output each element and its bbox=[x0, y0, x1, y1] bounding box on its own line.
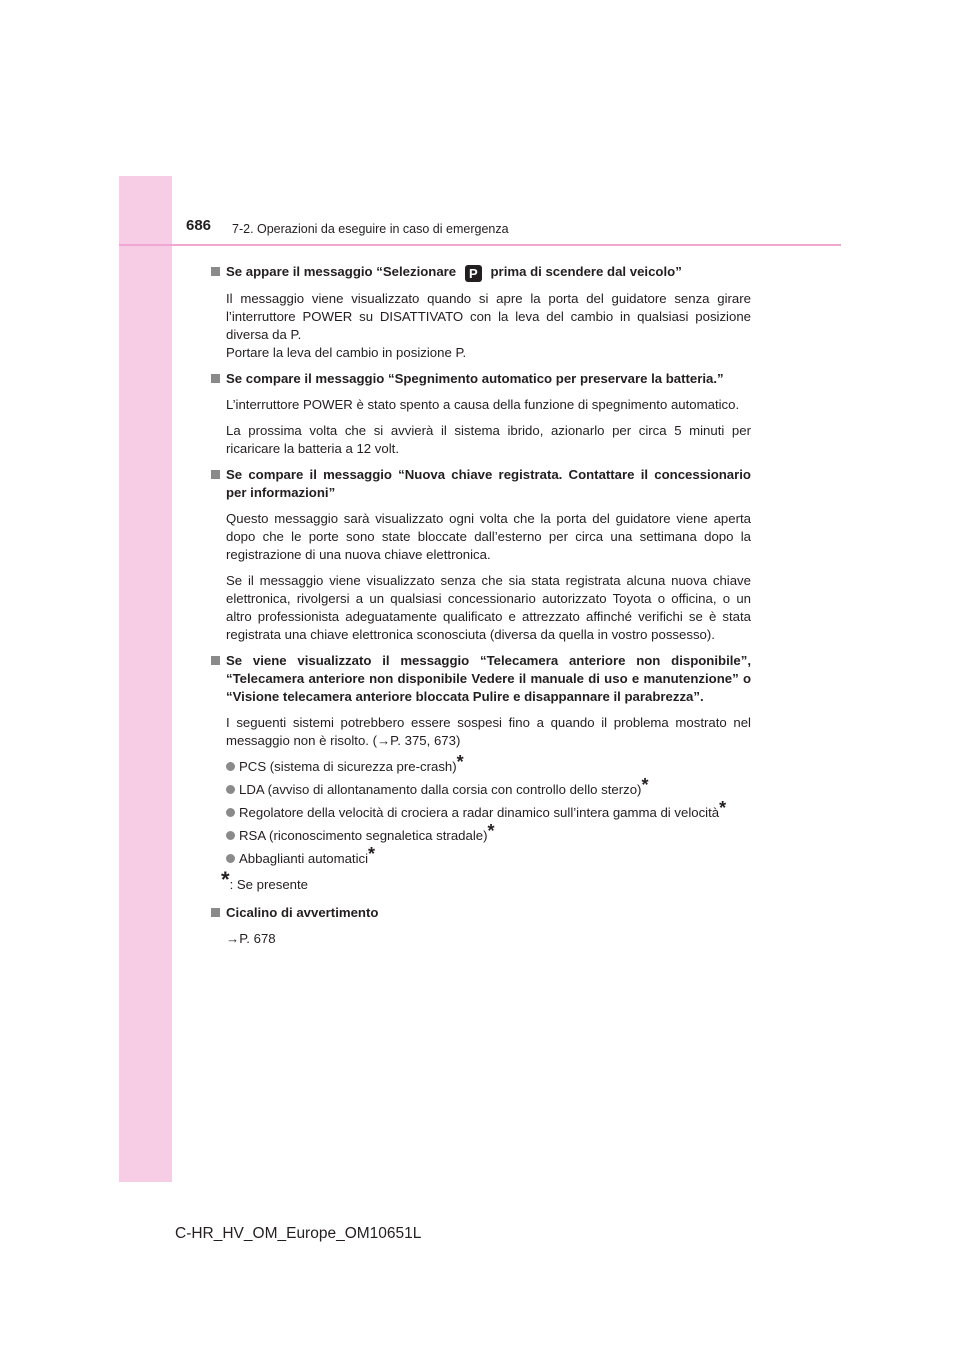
section-heading-auto-shutoff: Se compare il messaggio “Spegnimento automatico per preservare la batteria.” bbox=[211, 370, 751, 388]
circle-bullet-icon bbox=[226, 762, 235, 771]
paragraph: La prossima volta che si avvierà il sistema ibrido, azionarlo per circa 5 minuti per ricaricare la batteria a 12 volt. bbox=[226, 423, 751, 456]
footnote-star: * bbox=[487, 821, 495, 841]
paragraph: Questo messaggio sarà visualizzato ogni volta che la porta del guidatore viene aperta dopo che le porte sono state bloccate dall’esterno per circa una settimana dopo la registrazione di una nuova chiave elettronica. bbox=[226, 511, 751, 562]
list-item: RSA (riconoscimento segnaletica stradale)* bbox=[226, 827, 751, 845]
square-bullet-icon bbox=[211, 908, 220, 917]
section-heading-select-p: Se appare il messaggio “Selezionare P prima di scendere dal veicolo” bbox=[211, 263, 751, 282]
list-item: Regolatore della velocità di crociera a radar dinamico sull’intera gamma di velocità* bbox=[226, 804, 751, 822]
footnote-star: * bbox=[456, 752, 464, 772]
page-content bbox=[211, 263, 751, 948]
circle-bullet-icon bbox=[226, 808, 235, 817]
list-item: PCS (sistema di sicurezza pre-crash)* bbox=[226, 758, 751, 776]
circle-bullet-icon bbox=[226, 854, 235, 863]
paragraph: I seguenti sistemi potrebbero essere sospesi fino a quando il problema mostrato nel messaggio non è risolto. (→P. 375, 673) bbox=[226, 715, 751, 748]
header-divider bbox=[119, 244, 841, 246]
document-id: C-HR_HV_OM_Europe_OM10651L bbox=[175, 1225, 422, 1242]
section-heading-warning-buzzer: Cicalino di avvertimento bbox=[211, 904, 751, 922]
square-bullet-icon bbox=[211, 656, 220, 665]
section-heading-new-key: Se compare il messaggio “Nuova chiave registrata. Contattare il concessionario per informazioni” bbox=[211, 466, 751, 502]
page-reference: →P. 678 bbox=[226, 931, 276, 946]
paragraph: L’interruttore POWER è stato spento a causa della funzione di spegnimento automatico. bbox=[226, 397, 740, 412]
section-heading-front-camera: Se viene visualizzato il messaggio “Telecamera anteriore non disponibile”, “Telecamera anteriore non disponibile Vedere il manuale di uso e manutenzione” o “Visione telecamera anteriore bloccata Pulire e disappannare il parabrezza”. bbox=[211, 652, 751, 706]
footnote-star: * bbox=[641, 775, 649, 795]
footnote-star: * bbox=[221, 867, 230, 892]
park-position-icon: P bbox=[465, 265, 482, 282]
list-item: Abbaglianti automatici* bbox=[226, 850, 751, 868]
paragraph: Il messaggio viene visualizzato quando si apre la porta del guidatore senza girare l’interruttore POWER su DISATTIVATO con la leva del cambio in qualsiasi posizione diversa da P. bbox=[226, 291, 751, 342]
list-item: LDA (avviso di allontanamento dalla corsia con controllo dello sterzo)* bbox=[226, 781, 751, 799]
page-number: 686 bbox=[186, 217, 212, 234]
footnote-star: * bbox=[368, 844, 376, 864]
paragraph: Se il messaggio viene visualizzato senza che sia stata registrata alcuna nuova chiave elettronica, rivolgersi a un qualsiasi concessionario autorizzato Toyota o officina, o un altro professionista adeguatamente qualificato e attrezzato affinché verifichi se è stata registrata una chiave elettronica sconosciuta (diversa da quella in vostro possesso). bbox=[226, 573, 751, 642]
square-bullet-icon bbox=[211, 267, 220, 276]
paragraph: Portare la leva del cambio in posizione P. bbox=[226, 345, 467, 360]
footnote-star: * bbox=[719, 798, 727, 818]
circle-bullet-icon bbox=[226, 785, 235, 794]
chapter-title: 7-2. Operazioni da eseguire in caso di emergenza bbox=[232, 222, 509, 236]
square-bullet-icon bbox=[211, 470, 220, 479]
circle-bullet-icon bbox=[226, 831, 235, 840]
square-bullet-icon bbox=[211, 374, 220, 383]
footnote: *: Se presente bbox=[221, 867, 309, 892]
chapter-sidebar-tab bbox=[119, 176, 172, 1182]
